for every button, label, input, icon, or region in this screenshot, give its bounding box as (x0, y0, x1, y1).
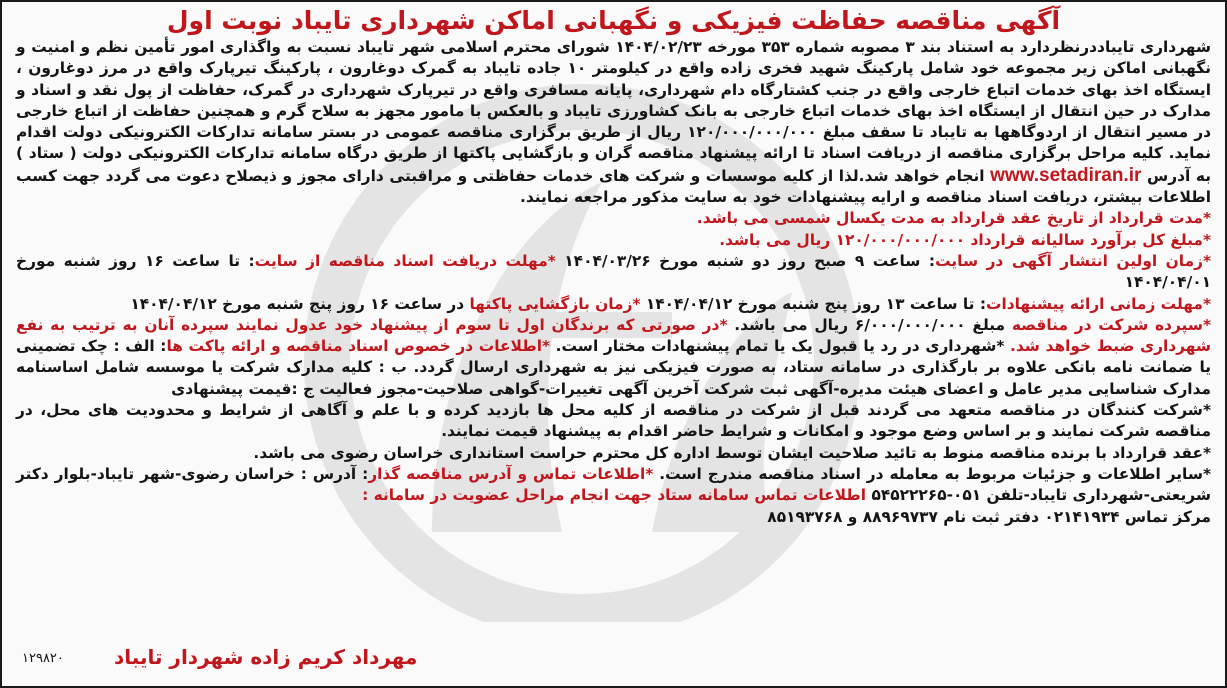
deposit-label: *سپرده شرکت در مناقصه (1011, 315, 1211, 334)
setad-contact-numbers: مرکز تماس ۰۲۱۴۱۹۳۴ دفتر ثبت نام ۸۸۹۶۹۷۳۷ و ۸۵۱۹۳۷۶۸ (767, 507, 1211, 526)
docs-info-label: *اطلاعات در خصوص اسناد مناقصه و ارائه پاکت ها (166, 337, 551, 356)
contact-label: *اطلاعات تماس و آدرس مناقصه گذار (368, 464, 654, 483)
setad-contact-label: اطلاعات تماس سامانه ستاد جهت انجام مراحل عضویت در سامانه : (362, 486, 867, 505)
submit-deadline-value: : تا ساعت ۱۳ روز پنج شنبه مورخ ۱۴۰۴/۰۴/۱۲ (645, 294, 986, 313)
deposit-value: مبلغ ۶/۰۰۰/۰۰۰/۰۰۰ ریال می باشد. (734, 315, 1006, 334)
docs-info-value: : الف : چک تضمینی یا ضمانت نامه بانکی علاوه بر بارگذاری در سامانه ستاد، به صورت فیزیکی نیز به شهرداری ارسال گردد. ب : کلیه مدارک شرکت یا موسسه شامل اساسنامه مدارک شناسایی مدیر عامل و اعضای هیئت مدیره-آگهی ثبت شرکت آخرین آگهی تغییرات-گواهی صلاحیت-مجوز فعالیت ج :قیمت پیشنهادی (16, 337, 1211, 398)
contract-duration: *مدت قرارداد از تاریخ عقد قرارداد به مدت یکسال شمسی می باشد. (696, 209, 1211, 228)
doc-deadline-value: : تا ساعت ۱۶ روز شنبه مورخ ۱۴۰۴/۰۴/۰۱ (16, 251, 1211, 292)
submit-deadline-label: *مهلت زمانی ارائه پیشنهادات (985, 294, 1211, 313)
ad-title: آگهی مناقصه حفاظت فیزیکی و نگهبانی اماکن شهرداری تایباد نوبت اول (166, 6, 1061, 35)
intro-text-1: شهرداری تایباددرنظردارد به استناد بند ۳ مصوبه شماره ۳۵۳ مورخه ۱۴۰۴/۰۲/۲۳ شورای محترم اسلامی شهر تایباد نسبت به واگذاری امور تأمین نظم و امنیت و نگهبانی اماکن زیر مجموعه خود شامل پارکینگ شهید فخری زاده واقع در کیلومتر ۱۰ جاده تایباد به گمرک دوغارون ، پارکینگ تیرپارک واقع در مرز دوغارون ، ایستگاه اخذ بهای خدمات اتباع خارجی واقع در جنب کشتارگاه دام شهرداری، پایانه مسافری واقع در تیرپارک شهرداری در گمرک، حفاظت از پول نقد و اسناد و مدارک در حین انتقال از ایستگاه اخذ بهای خدمات اتباع خارجی به بانک کشاورزی تایباد و بالعکس با مامور مجهز به سلاح گرم و همچنین حفاظت از اتباع خارجی در مسیر انتقال از اردوگاهها به تایباد تا سقف مبلغ ۱۲۰/۰۰۰/۰۰۰/۰۰۰ ریال از طریق برگزاری مناقصه عمومی در بستر سامانه تدارکات الکترونیکی دولت اقدام نماید. کلیه مراحل برگزاری مناقصه از دریافت اسناد تا ارائه پیشنهاد مناقصه گران و بازگشایی پاکتها از طریق درگاه سامانه تدارکات الکترونیکی دولت ( ستاد ) به آدرس (16, 38, 1211, 185)
rights-text: *شهرداری در رد یا قبول یک یا تمام پیشنهادات مختار است. (555, 337, 1005, 356)
opening-value: در ساعت ۱۶ روز پنج شنبه مورخ ۱۴۰۴/۰۴/۱۲ (130, 294, 465, 313)
intro-text-2: انجام خواهد شد.لذا از کلیه موسسات و شرکت های خدمات حفاظتی و مراقبتی دارای مجوز و ذیصلاح دعوت می گردد جهت کسب اطلاعات بیشتر، دریافت اسناد مناقصه و ارایه پیشنهادات خود به سایت مذکور مراجعه نمایند. (16, 166, 1211, 207)
schedule-line-2 (16, 294, 1211, 315)
ad-body (16, 37, 1211, 528)
forfeit-text: *در صورتی که برندگان اول تا سوم از پیشنهاد خود عدول نمایند سپرده آنان به ترتیب به نفع شهرداری ضبط خواهد شد. (16, 315, 1212, 356)
schedule-line-1 (16, 251, 1211, 294)
ad-code: ۱۲۹۸۲۰ (22, 651, 64, 666)
contract-condition: *عقد قرارداد با برنده مناقصه منوط به تائید صلاحیت ایشان توسط اداره کل محترم حراست استانداری خراسان رضوی می باشد. (253, 443, 1211, 462)
mayor-signature: مهرداد کریم زاده شهردار تایباد (114, 645, 418, 669)
doc-deadline-label: *مهلت دریافت اسناد مناقصه از سایت (254, 251, 556, 270)
opening-label: *زمان بازگشایی پاکتها (469, 294, 641, 313)
contact-paragraph (16, 464, 1211, 507)
annual-estimate: *مبلغ کل برآورد سالیانه قرارداد ۱۲۰/۰۰۰/۰۰۰/۰۰۰ ریال می باشد. (719, 230, 1211, 249)
bidders-commitment: *شرکت کنندگان در مناقصه متعهد می گردند قبل از شرکت در مناقصه از کلیه محل ها بازدید کرده و با علم و آگاهی از شرایط و محدودیت های محل، در مناقصه شرکت نمایند و بر اساس وضع موجود و امکانات و شرایط حاضر اقدام به پیشنهاد قیمت نمایند. (16, 401, 1211, 441)
first-publish-value: : ساعت ۹ صبح روز دو شنبه مورخ ۱۴۰۴/۰۳/۲۶ (564, 251, 936, 270)
deposit-paragraph (16, 315, 1211, 400)
contact-value: : آدرس : خراسان رضوی-شهر تایباد-بلوار دکتر شریعتی-شهرداری تایباد-تلفن ۰۵۱-۵۴۵۲۲۲۶۵ (16, 464, 1211, 505)
website-link[interactable]: www.setadiran.ir (990, 164, 1142, 186)
intro-paragraph (16, 37, 1211, 208)
first-publish-label: *زمان اولین انتشار آگهی در سایت (935, 251, 1212, 270)
other-info: *سایر اطلاعات و جزئیات مربوط به معامله در اسناد مناقصه مندرج است. (659, 464, 1212, 483)
